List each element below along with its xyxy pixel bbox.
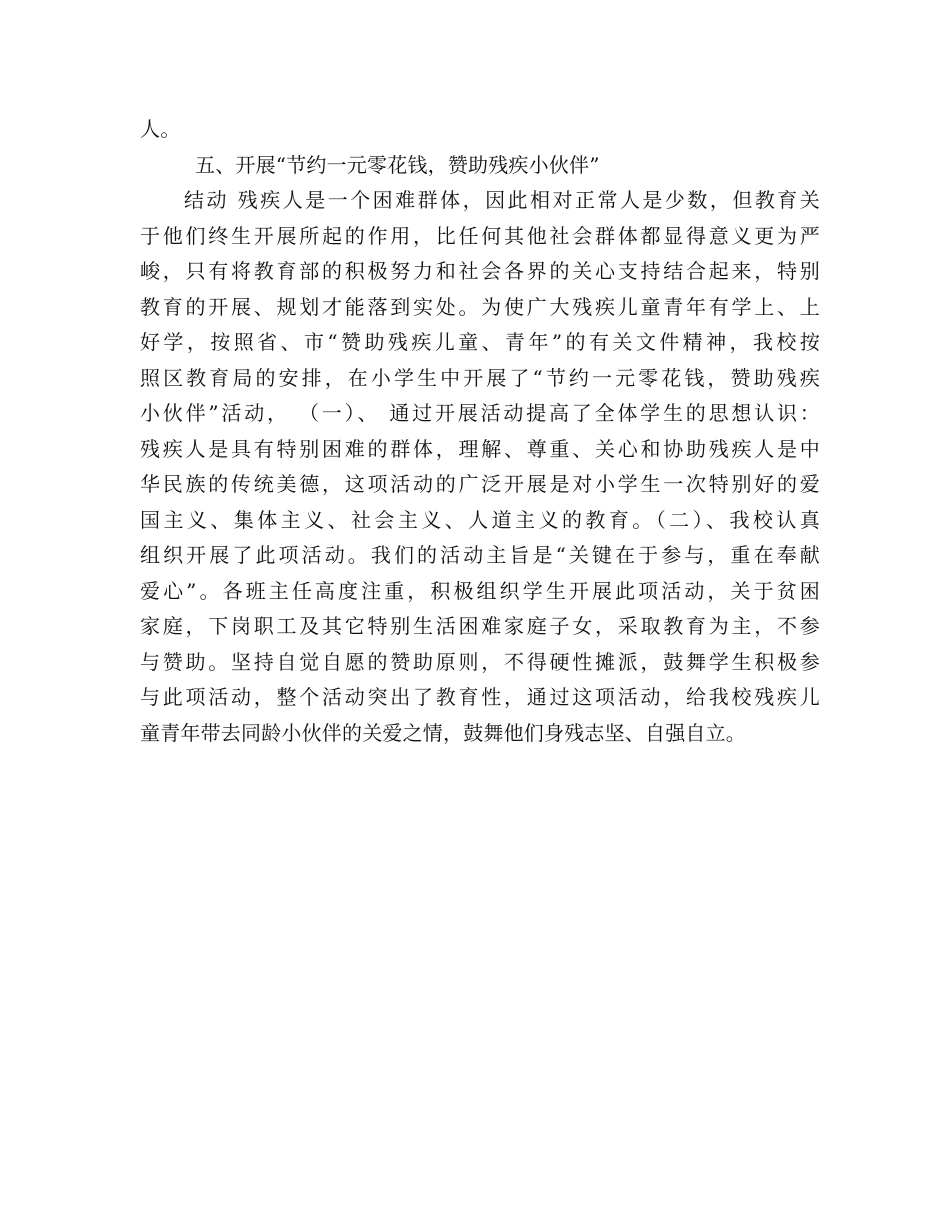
text-line: 与赞助。坚持自觉自愿的赞助原则，不得硬性摊派，鼓舞学生积极参 <box>140 649 820 674</box>
text-line: 家庭，下岗职工及其它特别生活困难家庭子女，采取教育为主，不参 <box>140 614 820 638</box>
text-line: 于他们终生开展所起的作用，比任何其他社会群体都显得意义更为严 <box>140 223 820 248</box>
text-line: 教育的开展、规划才能落到实处。为使广大残疾儿童青年有学上、上 <box>140 294 820 319</box>
text-line: 好学，按照省、市“赞助残疾儿童、青年”的有关文件精神，我校按 <box>140 330 820 354</box>
text-line: 爱心”。各班主任高度注重，积极组织学生开展此项活动，关于贫困 <box>140 578 820 603</box>
text-line: 小伙伴”活动， （一）、 通过开展活动提高了全体学生的思想认识： <box>140 401 820 425</box>
text-line: 华民族的传统美德，这项活动的广泛开展是对小学生一次特别好的爱 <box>140 472 820 496</box>
text-line: 照区教育局的安排，在小学生中开展了“节约一元零花钱，赞助残疾 <box>140 365 820 390</box>
text-line: 与此项活动，整个活动突出了教育性，通过这项活动，给我校残疾儿 <box>140 685 820 709</box>
text-line: 组织开展了此项活动。我们的活动主旨是“关键在于参与，重在奉献 <box>140 543 820 567</box>
text-line: 峻，只有将教育部的积极努力和社会各界的关心支持结合起来，特别 <box>140 259 820 283</box>
body-text <box>140 112 820 751</box>
text-line: 人。 <box>140 117 181 141</box>
text-line: 残疾人是具有特别困难的群体，理解、尊重、关心和协助残疾人是中 <box>140 436 820 461</box>
text-line: 结动 残疾人是一个困难群体，因此相对正常人是少数，但教育关 <box>184 188 820 212</box>
text-line: 童青年带去同龄小伙伴的关爱之情，鼓舞他们身残志坚、自强自立。 <box>140 720 746 745</box>
section-heading: 五、开展“节约一元零花钱，赞助残疾小伙伴” <box>195 152 600 177</box>
text-line: 国主义、集体主义、社会主义、人道主义的教育。（二）、我校认真 <box>140 507 820 532</box>
